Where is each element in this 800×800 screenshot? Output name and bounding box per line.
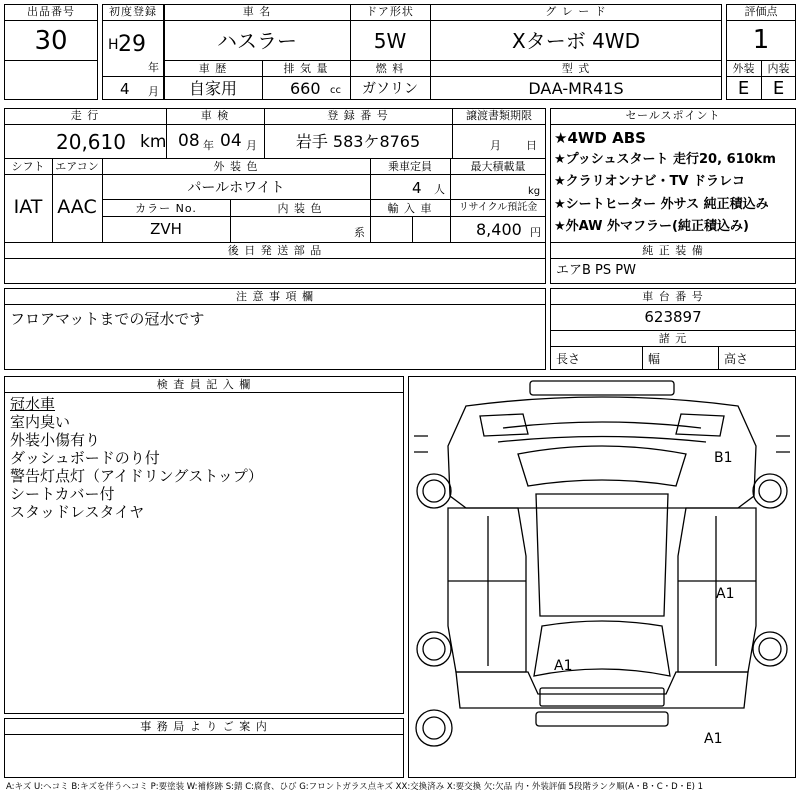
- damage-mark: B1: [714, 450, 733, 466]
- transfer-day-unit: 日: [526, 139, 537, 152]
- mileage-label: 走 行: [70, 109, 100, 122]
- roof: [536, 494, 668, 616]
- inspection-label: 車 検: [200, 109, 230, 122]
- load-label: 最大積載量: [470, 160, 526, 173]
- history: 自家用: [188, 79, 237, 98]
- equipment: エアB PS PW: [556, 263, 636, 278]
- mileage: 20,610: [56, 130, 126, 154]
- height-label: 高さ: [724, 352, 749, 366]
- inspector-note: ダッシュボードのり付: [10, 449, 160, 467]
- car-name-label: 車 名: [242, 5, 272, 18]
- color-number: ZVH: [150, 220, 182, 238]
- office-label: 事 務 局 よ り ご 案 内: [140, 720, 268, 733]
- aircon: AAC: [57, 196, 97, 218]
- int-grade: E: [772, 78, 785, 99]
- grade-label: グ レ ー ド: [545, 5, 607, 18]
- front-body: [448, 397, 756, 508]
- front-bumper: [530, 381, 674, 395]
- chassis-number: 623897: [644, 308, 702, 326]
- inspector-note: 警告灯点灯（アイドリングストップ）: [10, 467, 263, 485]
- width-label: 幅: [648, 352, 661, 366]
- sales-point: ★4WD ABS: [554, 129, 646, 147]
- first-reg-label: 初度登録: [109, 5, 157, 18]
- recycle-fee: 8,400: [476, 220, 522, 239]
- shift-label: シフト: [11, 160, 45, 173]
- lot-number: 30: [34, 26, 68, 56]
- ac-label: エアコン: [55, 160, 99, 173]
- import-label: 輸 入 車: [387, 202, 433, 215]
- length-label: 長さ: [556, 352, 581, 366]
- int-color-unit: 系: [354, 226, 365, 239]
- history-label: 車 歴: [198, 62, 228, 75]
- capacity-unit: 人: [434, 183, 445, 196]
- cc-unit: cc: [330, 85, 341, 96]
- mirror-right: [776, 436, 790, 452]
- era: H: [108, 37, 119, 53]
- caution-text: フロアマットまでの冠水です: [10, 310, 205, 328]
- later-parts-label: 後 日 発 送 部 品: [227, 244, 323, 257]
- windshield: [518, 446, 686, 486]
- displacement: 660: [290, 79, 321, 98]
- inspector-note: 外装小傷有り: [10, 431, 101, 449]
- door-label: ドア形状: [366, 5, 414, 18]
- insp-year-unit: 年: [203, 139, 214, 152]
- color-no-label: カラー No.: [135, 202, 197, 215]
- ext-grade: E: [737, 78, 750, 99]
- km-unit: km: [140, 132, 167, 152]
- int-color-label: 内 装 色: [277, 202, 323, 215]
- grade: Xターボ 4WD: [512, 29, 640, 53]
- recycle-label: リサイクル預託金: [458, 202, 538, 213]
- tire-rear-left: [417, 632, 451, 666]
- tire-rear-right: [753, 632, 787, 666]
- sales-point: ★クラリオンナビ・TV ドラレコ: [554, 174, 745, 189]
- chassis-label: 車 台 番 号: [642, 290, 704, 303]
- first-reg-year: 29: [118, 32, 146, 57]
- door-type: 5W: [373, 29, 407, 53]
- fuel: ガソリン: [362, 81, 418, 97]
- recycle-unit: 円: [530, 226, 541, 239]
- left-side: [448, 508, 526, 672]
- tailgate: [540, 688, 664, 706]
- inspector-note: スタッドレスタイヤ: [10, 503, 145, 521]
- lot-label: 出品番号: [27, 5, 75, 18]
- month-unit: 月: [148, 85, 159, 98]
- damage-mark: A1: [554, 658, 573, 674]
- insp-month-unit: 月: [246, 139, 257, 152]
- damage-mark: A1: [716, 586, 735, 602]
- first-reg-month: 4: [120, 80, 130, 98]
- rear-bumper: [536, 712, 668, 726]
- year-unit: 年: [148, 61, 159, 74]
- caution-label: 注 意 事 項 欄: [236, 290, 314, 303]
- rear-body: [456, 672, 748, 708]
- color-label: 外 装 色: [213, 160, 259, 173]
- car-name: ハスラー: [217, 29, 297, 53]
- insp-year: 08: [178, 131, 200, 151]
- headlight-left: [480, 414, 528, 436]
- ext-grade-label: 外装: [732, 62, 755, 75]
- dims-label: 諸 元: [658, 332, 688, 345]
- int-grade-label: 内装: [767, 62, 790, 75]
- model-code: DAA-MR41S: [528, 79, 624, 98]
- sales-label: セールスポイント: [625, 109, 721, 122]
- sales-point: ★シートヒーター 外サス 純正積込み: [554, 197, 769, 212]
- model-label: 型 式: [561, 62, 591, 75]
- inspector-note: シートカバー付: [10, 485, 115, 503]
- score-label: 評価点: [744, 5, 778, 18]
- transfer-month-unit: 月: [490, 139, 501, 152]
- capacity: 4: [412, 179, 422, 197]
- load-unit: kg: [528, 186, 541, 197]
- inspector-note: 室内臭い: [10, 413, 71, 431]
- score: 1: [752, 25, 770, 55]
- capacity-label: 乗車定員: [388, 160, 432, 173]
- reg-number: 岩手 583ケ8765: [295, 132, 421, 151]
- mirror-left: [414, 436, 428, 452]
- insp-month: 04: [220, 131, 242, 151]
- tire-front-right: [753, 474, 787, 508]
- damage-mark: A1: [704, 731, 723, 747]
- inspector-label: 検 査 員 記 入 欄: [156, 378, 252, 391]
- sales-point: ★プッシュスタート 走行20, 610km: [554, 152, 776, 167]
- sales-point: ★外AW 外マフラー(純正積込み): [554, 219, 749, 234]
- headlight-right: [676, 414, 724, 436]
- spare-tire: [416, 710, 452, 746]
- inspector-note: 冠水車: [10, 395, 56, 413]
- hood-lines: [498, 422, 706, 442]
- tire-front-left: [417, 474, 451, 508]
- reg-label: 登 録 番 号: [327, 109, 389, 122]
- transfer-label: 譲渡書類期限: [466, 109, 532, 122]
- car-diagram: [408, 376, 796, 778]
- fuel-label: 燃 料: [375, 62, 405, 75]
- shift: IAT: [13, 196, 43, 218]
- legend: A:キズ U:ヘコミ B:キズを伴うヘコミ P:要塗装 W:補修跡 S:錆 C:腐食、ひび G:フロントガラス点キズ XX:交換済み X:要交換 欠:欠品 内・外装評価 5段階ランク順(A・B・C・D・E) 1: [6, 782, 704, 792]
- exterior-color: パールホワイト: [187, 180, 285, 196]
- equipment-label: 純 正 装 備: [642, 244, 704, 257]
- displacement-label: 排 気 量: [283, 62, 329, 75]
